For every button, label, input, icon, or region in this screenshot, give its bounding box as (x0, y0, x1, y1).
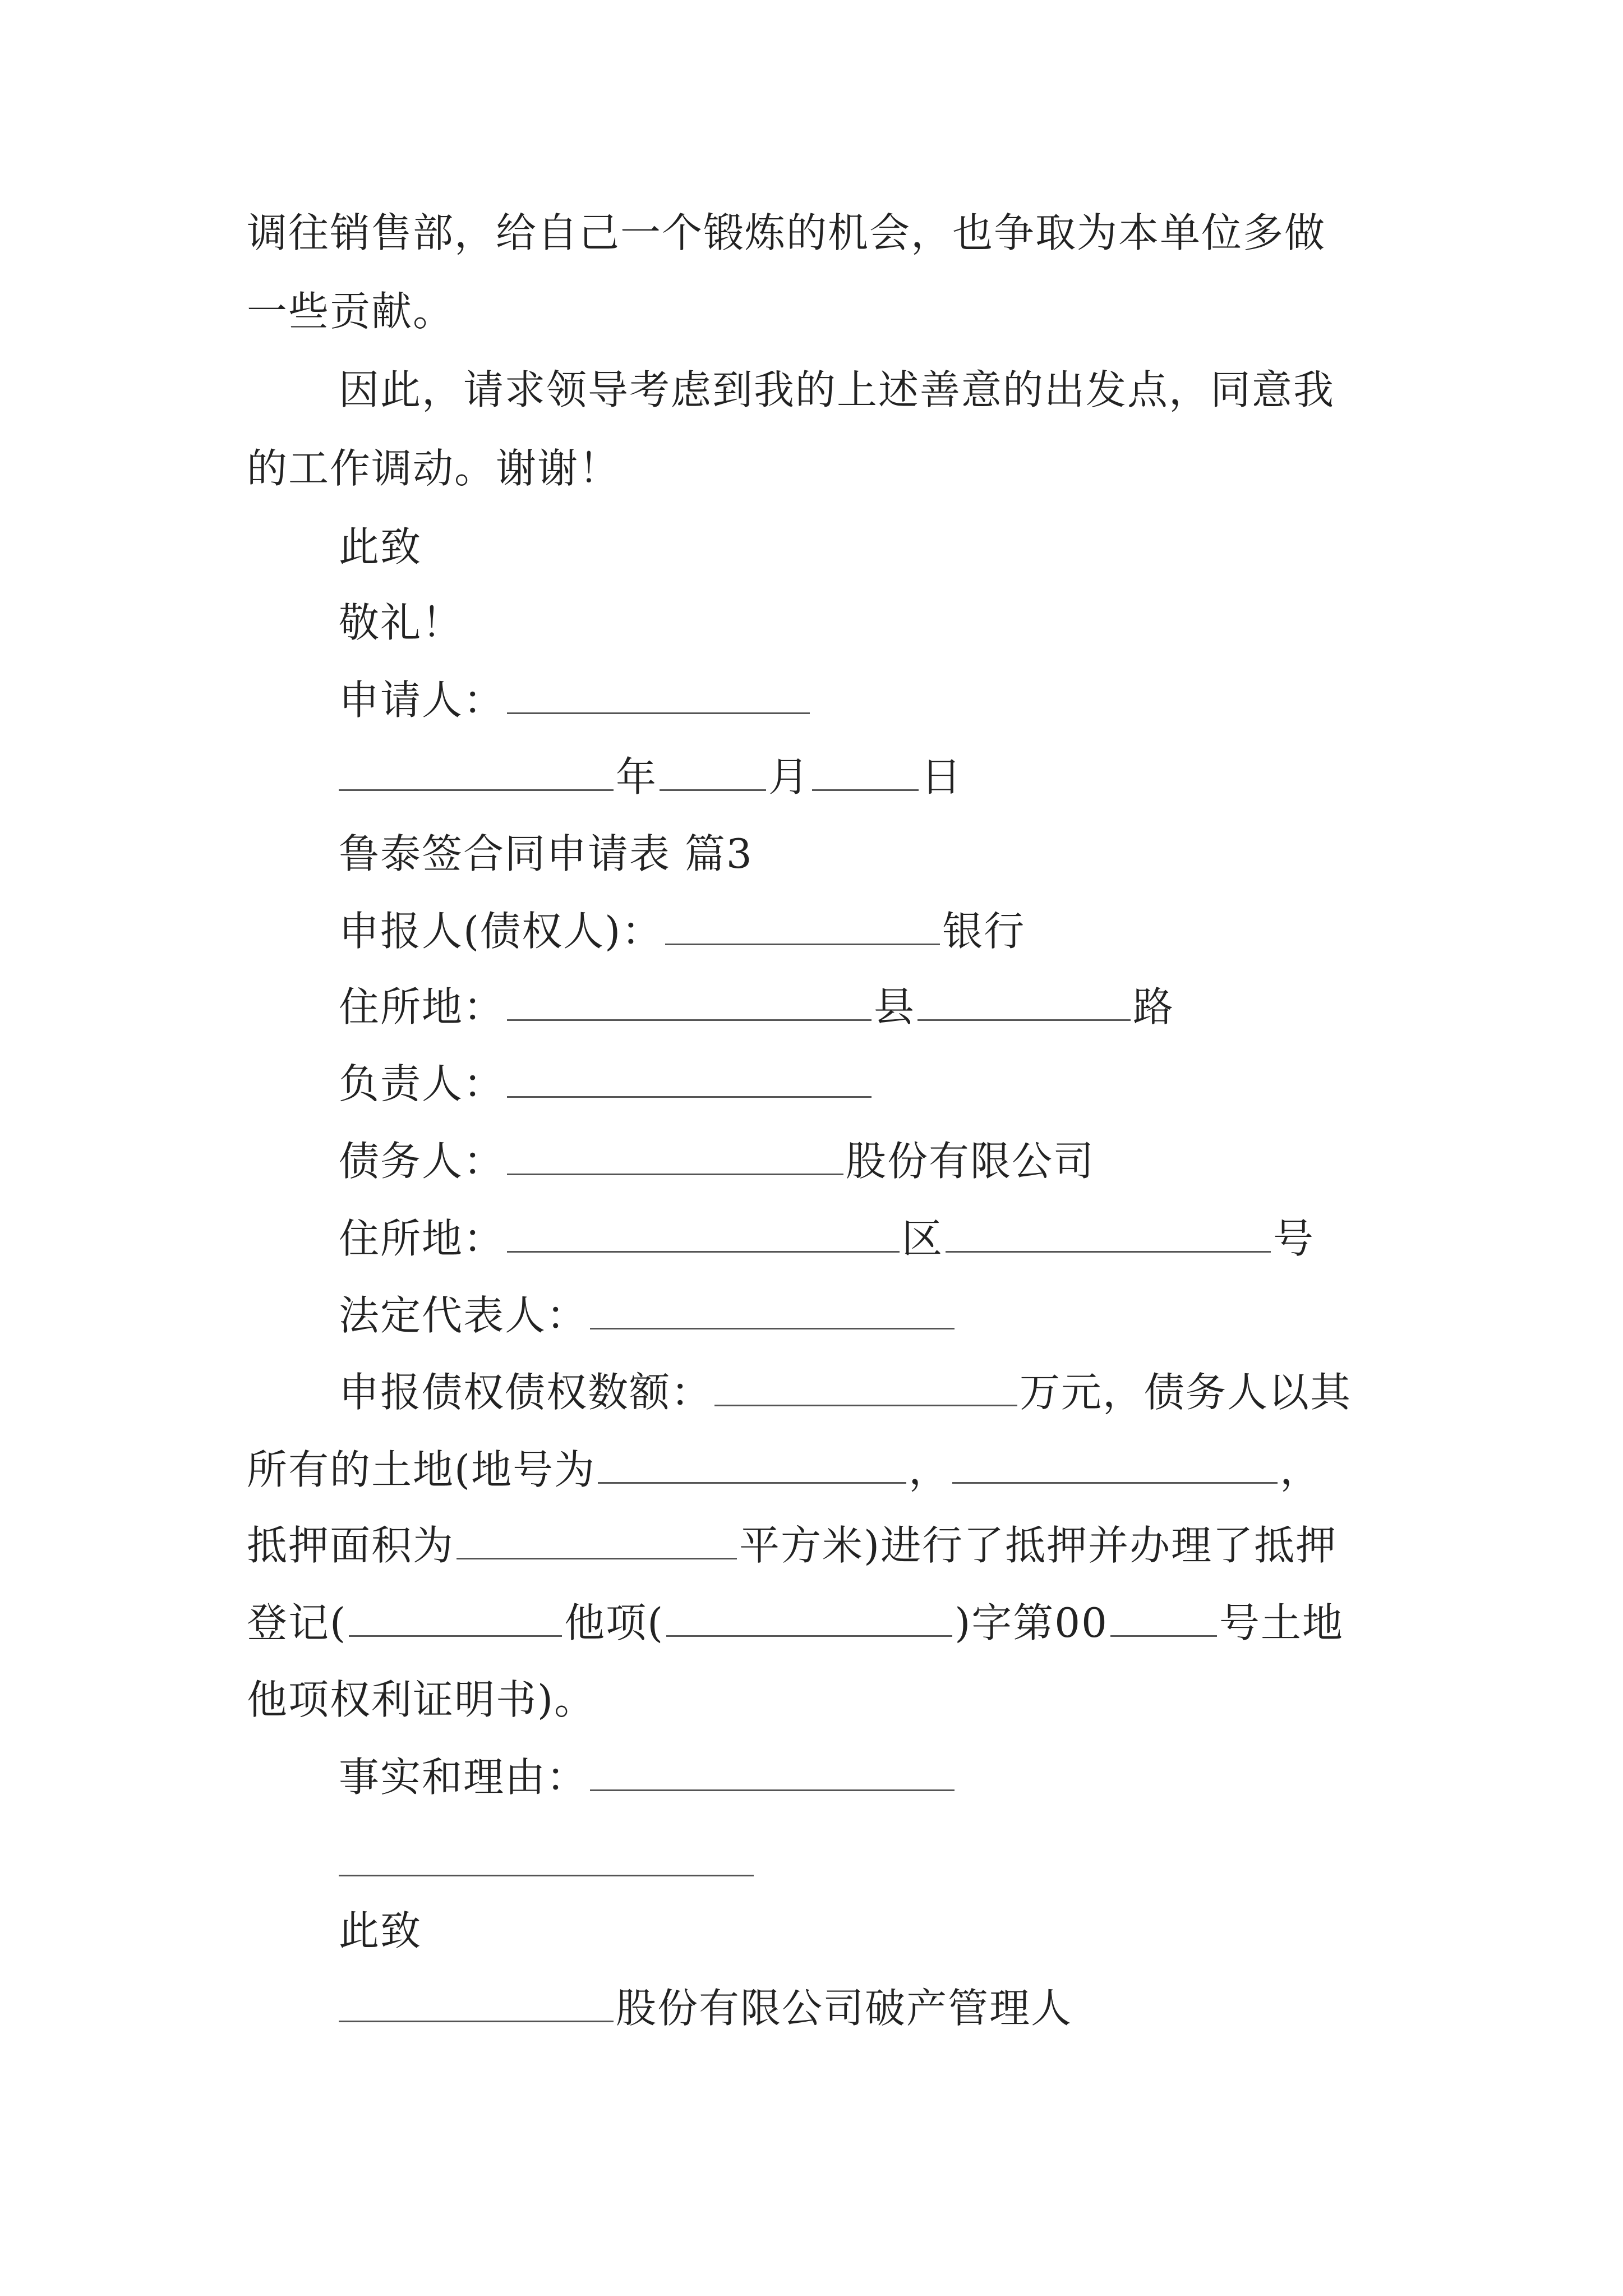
mortgage-area-prefix: 抵押面积为 (247, 1522, 455, 1569)
person-in-charge-line (339, 1056, 1483, 1112)
applicant-line (339, 672, 1483, 728)
section-heading (339, 826, 1483, 882)
applicant-label: 申请人： (339, 677, 505, 724)
creditor-blank[interactable] (665, 907, 940, 945)
debtor-label: 债务人： (339, 1138, 505, 1185)
applicant-blank[interactable] (507, 675, 810, 714)
paragraph-line (339, 362, 1393, 418)
salutation-text: 此致 (339, 523, 422, 570)
debtor-line (339, 1133, 1483, 1189)
debtor-address-line (339, 1211, 1483, 1267)
debtor-blank[interactable] (507, 1137, 843, 1175)
day-label: 日 (921, 753, 963, 800)
registration-mid-2: )字第00 (955, 1599, 1108, 1646)
closing-text: 敬礼！ (339, 599, 464, 646)
mortgage-area-line (247, 1517, 1391, 1573)
land-comma-1: ， (909, 1446, 951, 1493)
district-blank[interactable] (507, 1214, 900, 1253)
section-title: 鲁泰签合同申请表 篇3 (339, 830, 753, 877)
registration-line (247, 1595, 1391, 1651)
administrator-line (339, 1980, 1483, 2036)
paragraph-line (247, 440, 1391, 496)
creditor-label: 申报人(债权人)： (339, 908, 663, 955)
claim-amount-suffix: 万元，债务人以其 (1020, 1369, 1352, 1416)
month-blank[interactable] (660, 752, 766, 791)
number-label: 号 (1273, 1215, 1315, 1262)
mortgage-area-suffix: 平方米)进行了抵押并办理了抵押 (739, 1522, 1338, 1569)
date-line (339, 749, 1483, 805)
administrator-suffix: 股份有限公司破产管理人 (616, 1985, 1073, 2032)
land-number-blank-2[interactable] (952, 1445, 1278, 1484)
address-label: 住所地： (339, 983, 505, 1030)
legal-rep-blank[interactable] (590, 1291, 955, 1329)
facts-label: 事实和理由： (339, 1754, 588, 1801)
salutation-line-2 (339, 1903, 1483, 1959)
facts-continuation-blank[interactable] (339, 1875, 754, 1876)
closing-line (339, 595, 1483, 651)
body-text: 的工作调动。谢谢！ (247, 445, 621, 492)
registration-blank-3[interactable] (1110, 1598, 1217, 1637)
county-label: 县 (874, 983, 916, 1030)
body-text: 一些贡献。 (247, 288, 455, 335)
claim-amount-label: 申报债权债权数额： (339, 1369, 713, 1416)
claim-amount-blank[interactable] (714, 1368, 1017, 1406)
body-text: 因此，请求领导考虑到我的上述善意的出发点，同意我 (339, 366, 1335, 413)
administrator-blank[interactable] (339, 1984, 614, 2022)
body-text: 调往销售部，给自己一个锻炼的机会，也争取为本单位多做 (247, 209, 1326, 256)
person-in-charge-blank[interactable] (507, 1059, 872, 1098)
registration-prefix: 登记( (247, 1599, 347, 1646)
salutation-text-2: 此致 (339, 1907, 422, 1954)
land-line (247, 1442, 1391, 1498)
paragraph-line (247, 283, 1391, 339)
debtor-address-label: 住所地： (339, 1215, 505, 1262)
registration-blank-1[interactable] (349, 1598, 562, 1637)
registration-mid-1: 他项( (564, 1599, 665, 1646)
land-prefix: 所有的土地(地号为 (247, 1446, 596, 1493)
year-label: 年 (616, 753, 658, 800)
facts-blank[interactable] (590, 1752, 955, 1791)
month-label: 月 (768, 753, 810, 800)
registration-blank-2[interactable] (666, 1598, 952, 1637)
person-in-charge-label: 负责人： (339, 1060, 505, 1107)
land-comma-2: ， (1280, 1446, 1322, 1493)
debtor-suffix: 股份有限公司 (846, 1138, 1095, 1185)
district-label: 区 (902, 1215, 944, 1262)
creditor-line (339, 903, 1483, 959)
mortgage-area-blank[interactable] (457, 1521, 737, 1559)
creditor-suffix: 银行 (942, 908, 1026, 955)
claim-amount-line (339, 1364, 1393, 1420)
paragraph-line (247, 205, 1391, 261)
road-blank[interactable] (917, 982, 1131, 1021)
certificate-line (247, 1672, 1391, 1728)
address-line (339, 979, 1483, 1035)
day-blank[interactable] (812, 752, 919, 791)
legal-rep-line (339, 1287, 1483, 1343)
facts-line (339, 1749, 1483, 1805)
county-blank[interactable] (507, 982, 872, 1021)
registration-suffix: 号土地 (1219, 1599, 1344, 1646)
road-label: 路 (1133, 983, 1175, 1030)
certificate-text: 他项权利证明书)。 (247, 1676, 596, 1723)
salutation-line (339, 519, 1483, 575)
legal-rep-label: 法定代表人： (339, 1292, 588, 1339)
land-number-blank-1[interactable] (598, 1445, 906, 1484)
year-blank[interactable] (339, 752, 614, 791)
number-blank[interactable] (946, 1214, 1271, 1253)
